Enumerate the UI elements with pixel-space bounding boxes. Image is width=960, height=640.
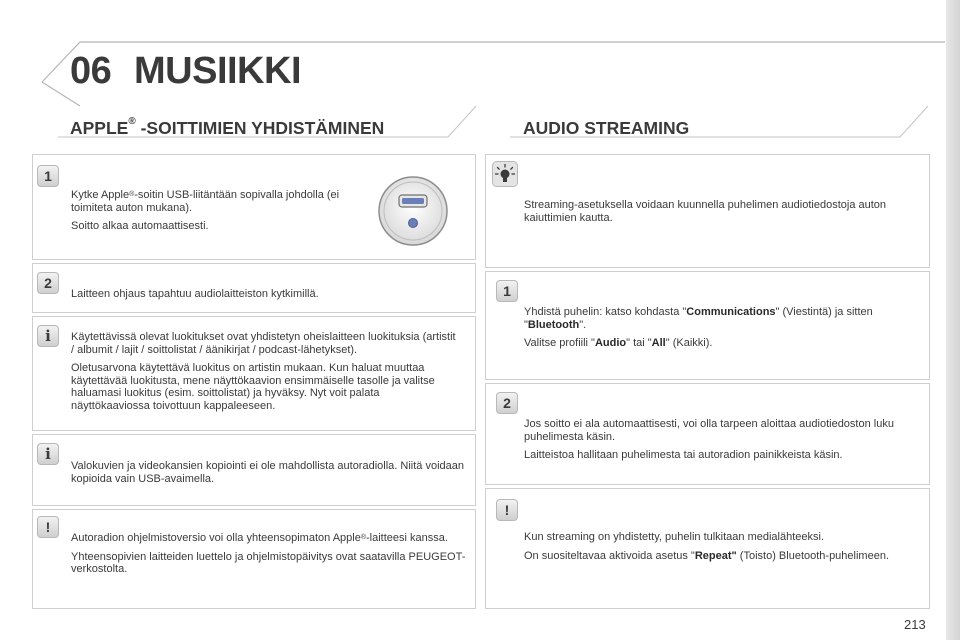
chapter-number: 06 (70, 50, 112, 92)
warning-icon: ! (496, 499, 518, 521)
left-info2-p1: Valokuvien ja videokansien kopiointi ei ole mahdollista autoradiolla. Niitä voidaan kopioida vain USB-avaimella. (71, 460, 464, 485)
step-badge-2: 2 (496, 392, 518, 414)
right-step1-bluetooth: Bluetooth (527, 318, 580, 331)
left-step1-p1-sup: ® (129, 191, 135, 198)
left-info1-box (32, 316, 476, 431)
left-warning-p1-sup: ® (360, 534, 367, 541)
right-tip-p1: Streaming-asetuksella voidaan kuunnella puhelimen audiotiedostoja auton kaiuttimien kautta. (524, 199, 887, 224)
left-warning-p1-b: -laitteesi kanssa. (366, 532, 448, 544)
left-step1-p2: Soitto alkaa automaattisesti. (71, 220, 209, 232)
left-step2-box (32, 263, 476, 313)
right-step1-p2 (524, 337, 919, 350)
chapter-title: MUSIIKKI (134, 50, 301, 92)
right-step1-audio: Audio (594, 337, 627, 349)
right-step1-p2-a: Valitse profiili " (524, 337, 595, 349)
right-warning-p2-c: (Toisto) Bluetooth-puhelimeen. (736, 549, 889, 562)
left-info1-p1: Käytettävissä olevat luokitukset ovat yhdistetyn oheislaitteen luokituksia (artistit / albumit / lajit / soittolistat / äänikirjat / podcast-lähetykset). (71, 331, 456, 356)
right-step1-p1 (524, 306, 919, 331)
right-warning-repeat: Repeat" (694, 549, 737, 562)
lightbulb-icon (492, 161, 518, 187)
left-info2-box (32, 434, 476, 506)
left-info1-p2: Oletusarvona käytettävä luokitus on artistin mukaan. Kun haluat muuttaa käytettävää luokitusta, mene näyttökaavion ensimmäiselle tasolle ja valitse haluamasi luokitus (esim. soittolistat) ja hyväksy. Nyt voit palata näyttökaaviossa toivottuun kappaleeseen. (71, 362, 435, 412)
usb-port-icon (377, 175, 449, 247)
left-section-title (70, 118, 384, 139)
left-warning-p1 (71, 532, 469, 545)
right-step1-box (485, 271, 930, 380)
right-step2-p1: Jos soitto ei ala automaattisesti, voi olla tarpeen aloittaa audiotiedoston luku puhelimesta käsin. (524, 418, 894, 443)
right-step1-p1-d: ". (579, 318, 587, 331)
right-step2-text (524, 418, 919, 468)
left-step2-text (71, 288, 466, 307)
warning-icon: ! (37, 516, 59, 538)
right-step1-communications: Communications (686, 306, 776, 318)
right-warning-p2-a: On suositeltavaa aktivoida asetus " (524, 549, 695, 562)
left-step1-text (71, 189, 341, 239)
right-step2-box (485, 383, 930, 485)
left-warning-text (71, 532, 469, 582)
right-section-title: AUDIO STREAMING (523, 118, 690, 138)
left-section-title-main: APPLE (70, 118, 129, 138)
right-step2-p2: Laitteistoa hallitaan puhelimesta tai autoradion painikkeista käsin. (524, 449, 843, 461)
left-step2-p1: Laitteen ohjaus tapahtuu audiolaitteiston kytkimillä. (71, 288, 319, 300)
step-badge-1: 1 (37, 165, 59, 187)
left-warning-p1-a: Autoradion ohjelmistoversio voi olla yhteensopimaton Apple (71, 532, 361, 544)
left-step1-box (32, 154, 476, 260)
left-section-title-sup: ® (128, 116, 136, 127)
right-warning-p1: Kun streaming on yhdistetty, puhelin tulkitaan medialähteeksi. (524, 531, 825, 543)
right-warning-p2 (524, 550, 919, 563)
right-step1-all: All (651, 337, 666, 349)
right-step1-text (524, 306, 919, 356)
right-step1-p1-c: " (Viestintä) ja sitten " (524, 306, 873, 331)
left-step1-p1-a: Kytke Apple (71, 189, 130, 201)
right-step1-p2-d: " (Kaikki). (665, 337, 713, 349)
left-info2-text (71, 460, 466, 491)
right-tip-text (524, 199, 919, 230)
left-step1-p1 (71, 189, 341, 214)
page-number: 213 (904, 617, 926, 632)
left-warning-p2: Yhteensopivien laitteiden luettelo ja ohjelmistopäivitys ovat saatavilla PEUGEOT-verkostolta. (71, 550, 466, 575)
left-info1-text (71, 331, 461, 418)
right-tip-box (485, 154, 930, 268)
right-step1-p1-a: Yhdistä puhelin: katso kohdasta " (524, 306, 687, 318)
left-step1-p1-b: -soitin USB-liitäntään sopivalla johdolla (ei toimiteta auton mukana). (71, 189, 340, 214)
left-section-title-rest: -SOITTIMIEN YHDISTÄMINEN (135, 118, 385, 138)
right-warning-text (524, 531, 919, 568)
step-badge-2: 2 (37, 272, 59, 294)
info-icon: i (37, 443, 59, 465)
left-warning-box (32, 509, 476, 609)
right-warning-box (485, 488, 930, 609)
step-badge-1: 1 (496, 280, 518, 302)
right-step1-p2-c: " tai " (626, 337, 652, 349)
info-icon: i (37, 325, 59, 347)
